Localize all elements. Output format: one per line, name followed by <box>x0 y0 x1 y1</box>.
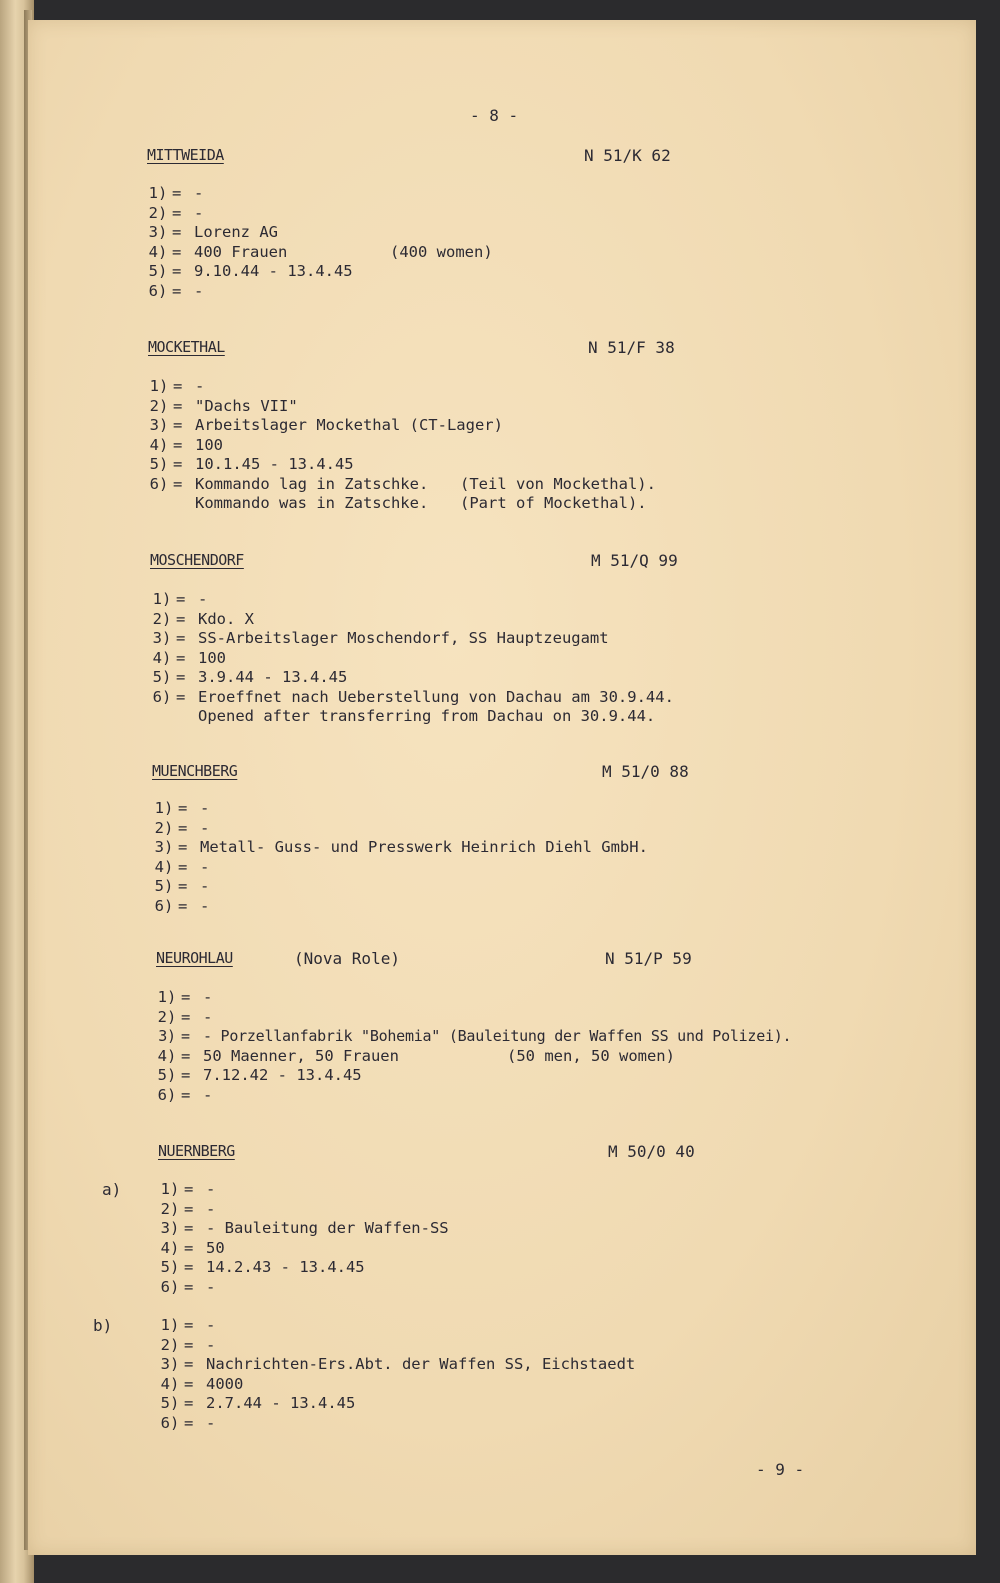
entry-name: NUERNBERG <box>158 1142 235 1160</box>
list-item: 2) = - <box>157 1007 213 1026</box>
list-item: 2) = "Dachs VII" <box>149 396 298 415</box>
list-item: 4) = 50 Maenner, 50 Frauen (50 men, 50 women) <box>157 1046 675 1065</box>
entry-name: NEUROHLAU <box>156 949 233 967</box>
group-letter-a: a) <box>102 1180 122 1199</box>
list-item: 5) = 2.7.44 - 13.4.45 <box>160 1394 356 1412</box>
page-number: - 8 - <box>470 106 519 125</box>
list-item: 3) = - Porzellanfabrik "Bohemia" (Bauleitung der Waffen SS und Polizei). <box>158 1027 792 1045</box>
list-item: 2) = - <box>154 818 210 837</box>
list-item: 3) = Arbeitslager Mockethal (CT-Lager) <box>149 416 503 434</box>
list-item: 1) = - <box>160 1180 216 1198</box>
list-item: 5) = 10.1.45 - 13.4.45 <box>149 455 354 473</box>
entry-items-group-b <box>158 1316 635 1433</box>
list-item: 6) = - <box>148 281 204 300</box>
translation-note: (Teil von Mockethal). <box>460 474 656 493</box>
list-item: 1) = - <box>154 799 210 817</box>
list-item: 1) = - <box>160 1316 216 1334</box>
list-item: 6) = - <box>160 1277 216 1296</box>
entry-items <box>147 377 656 514</box>
list-item: 2) = Kdo. X <box>152 609 254 628</box>
entry-items <box>150 590 674 727</box>
entry-subtitle: (Nova Role) <box>294 949 400 968</box>
list-item: 2) = - <box>148 203 204 222</box>
list-item: 5) = - <box>154 877 210 895</box>
list-item: 3) = Lorenz AG <box>148 223 278 241</box>
list-item: 4) = 100 <box>149 435 223 454</box>
entry-code: N 51/P 59 <box>605 949 692 968</box>
list-item: 6) = Eroeffnet nach Ueberstellung von Dachau am 30.9.44. <box>152 687 674 706</box>
entry-code: M 50/0 40 <box>608 1142 695 1161</box>
list-item: 3) = - Bauleitung der Waffen-SS <box>160 1219 449 1237</box>
list-item: 4) = 50 <box>160 1238 225 1257</box>
list-item: 4) = 4000 <box>160 1374 244 1393</box>
list-item: 1) = - <box>148 184 204 202</box>
list-item: 5) = 14.2.43 - 13.4.45 <box>160 1258 365 1276</box>
entry-code: M 51/Q 99 <box>591 551 678 570</box>
list-item: 1) = - <box>157 988 213 1006</box>
translation-note: (Part of Mockethal). <box>460 494 647 512</box>
list-item: 6) = - <box>157 1085 213 1104</box>
list-item: 2) = - <box>160 1335 216 1354</box>
list-item: 3) = Nachrichten-Ers.Abt. der Waffen SS, Eichstaedt <box>160 1355 636 1373</box>
list-item: 1) = - <box>152 590 208 608</box>
entry-name: MITTWEIDA <box>147 146 224 164</box>
entry-items <box>155 988 791 1105</box>
translation-note: (400 women) <box>390 242 493 261</box>
next-page-number: - 9 - <box>756 1460 805 1479</box>
list-item-continuation: Kommando was in Zatschke. (Part of Mockethal). <box>195 494 647 512</box>
list-item: 3) = SS-Arbeitslager Moschendorf, SS Hauptzeugamt <box>152 629 609 647</box>
entry-name: MOCKETHAL <box>148 338 225 356</box>
entry-items <box>152 799 648 916</box>
list-item: 6) = - <box>160 1413 216 1432</box>
entry-items <box>146 184 493 301</box>
group-letter-b: b) <box>93 1316 113 1335</box>
list-item: 5) = 7.12.42 - 13.4.45 <box>157 1066 362 1084</box>
list-item: 2) = - <box>160 1199 216 1218</box>
entry-code: N 51/F 38 <box>588 338 675 357</box>
entry-code: M 51/0 88 <box>602 762 689 781</box>
list-item: 4) = - <box>154 857 210 876</box>
list-item: 5) = 3.9.44 - 13.4.45 <box>152 668 348 686</box>
list-item: 6) = Kommando lag in Zatschke. (Teil von Mockethal). <box>149 474 656 493</box>
entry-code: N 51/K 62 <box>584 146 671 165</box>
list-item: 4) = 100 <box>152 648 226 667</box>
list-item: 4) = 400 Frauen (400 women) <box>148 242 493 261</box>
list-item: 3) = Metall- Guss- und Presswerk Heinrich Diehl GmbH. <box>154 838 648 856</box>
list-item: 1) = - <box>149 377 205 395</box>
list-item: 6) = - <box>154 896 210 915</box>
entry-items-group-a <box>158 1180 449 1297</box>
translation-note: (50 men, 50 women) <box>507 1046 675 1065</box>
entry-name: MUENCHBERG <box>152 762 238 780</box>
list-item-continuation: Opened after transferring from Dachau on 30.9.44. <box>198 707 656 725</box>
list-item: 5) = 9.10.44 - 13.4.45 <box>148 262 353 280</box>
entry-name: MOSCHENDORF <box>150 551 244 569</box>
